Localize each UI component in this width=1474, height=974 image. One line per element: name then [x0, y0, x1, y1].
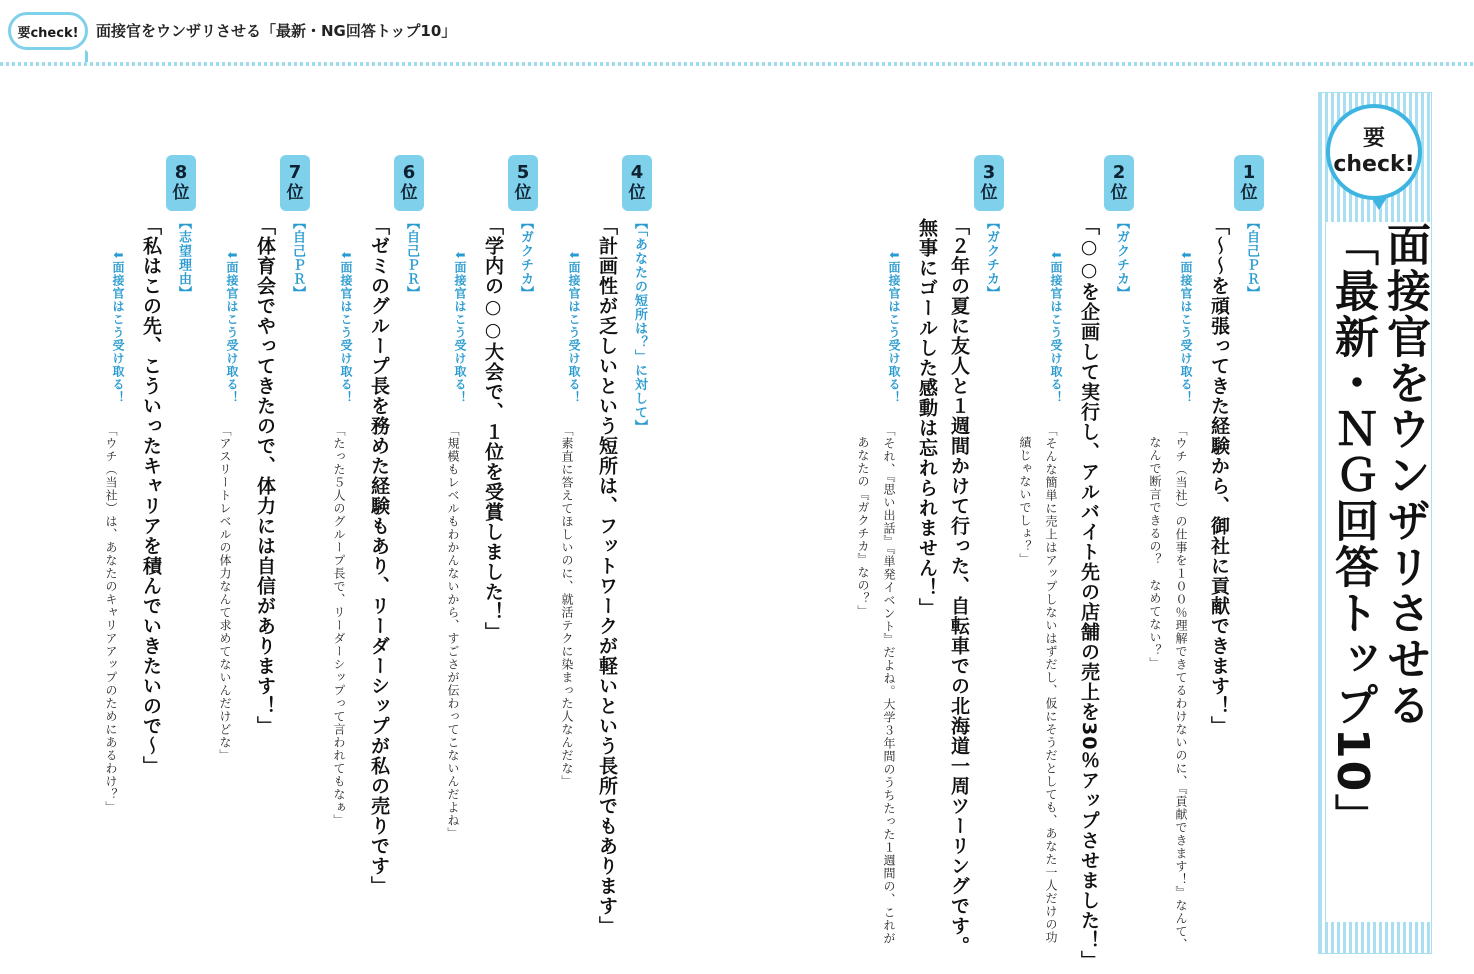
- rank-badge: [1234, 155, 1264, 211]
- rank-suffix: 位: [1110, 183, 1128, 203]
- rank-badge: [1104, 155, 1134, 211]
- interviewer-reaction-label: ⬇面接官はこう受け取る！: [453, 250, 467, 405]
- ng-answer-text: 「私はこの先、こういったキャリアを積んでいきたいので～」: [140, 216, 162, 776]
- answer-category: 【自己ＰＲ】: [404, 216, 419, 300]
- rank-badge: [280, 155, 310, 211]
- ng-answer-text: 「～～を頑張ってきた経験から、御社に貢献できます！」: [1208, 216, 1230, 736]
- rank-number: 1: [1242, 162, 1256, 183]
- rank-suffix: 位: [400, 183, 418, 203]
- answer-category: 【自己ＰＲ】: [1244, 216, 1259, 300]
- rank-badge: [974, 155, 1004, 211]
- rank-badge: [622, 155, 652, 211]
- rank-badge: [508, 155, 538, 211]
- interviewer-reaction-text: 「素直に答えてほしいのに、就活テクに染まった人なんだな」: [560, 424, 574, 788]
- rank-badge: [394, 155, 424, 211]
- interviewer-reaction-label: ⬇面接官はこう受け取る！: [887, 250, 901, 405]
- rank-suffix: 位: [172, 183, 190, 203]
- answer-category: 【ガクチカ】: [518, 216, 533, 300]
- interviewer-reaction-text: 「アスリートレベルの体力なんて求めてないんだけどな」: [218, 424, 232, 762]
- ng-answer-text: 無事にゴールした感動は忘れられません！」: [916, 218, 938, 618]
- panel-check-badge: [1326, 104, 1422, 200]
- ng-answer-text: 「ゼミのグループ長を務めた経験もあり、リーダーシップが私の売りです」: [368, 216, 390, 896]
- ng-answer-text: 「○○を企画して実行し、アルバイト先の店舗の売上を30％アップさせました！」: [1078, 216, 1100, 971]
- header-title: 面接官をウンザリさせる「最新・NG回答トップ10」: [96, 22, 457, 40]
- ng-answer-text: 「学内の○○大会で、１位を受賞しました！」: [482, 216, 504, 642]
- rank-number: 3: [982, 162, 996, 183]
- answer-category: 【志望理由】: [176, 216, 191, 300]
- rank-number: 4: [630, 162, 644, 183]
- rank-number: 7: [288, 162, 302, 183]
- answer-category: 【ガクチカ】: [984, 216, 999, 300]
- rank-number: 5: [516, 162, 530, 183]
- answer-category: 【ガクチカ】: [1114, 216, 1129, 300]
- header-divider: [0, 62, 1474, 66]
- rank-badge: [166, 155, 196, 211]
- rank-suffix: 位: [980, 183, 998, 203]
- interviewer-reaction-text: あなたの『ガクチカ』なの？」: [856, 436, 870, 618]
- interviewer-reaction-label: ⬇面接官はこう受け取る！: [225, 250, 239, 405]
- header-check-badge: [8, 12, 88, 50]
- rank-suffix: 位: [286, 183, 304, 203]
- speech-bubble-tail-icon: [1370, 196, 1388, 210]
- interviewer-reaction-text: 「ウチ（当社）は、あなたのキャリアアップのためにあるわけ？」: [104, 424, 118, 814]
- panel-badge-line2: check!: [1333, 152, 1415, 177]
- header-badge-text: 要check!: [17, 25, 79, 41]
- ng-answer-text: 「２年の夏に友人と１週間かけて行った、自転車での北海道一周ツーリングです。: [948, 216, 970, 956]
- panel-title-line2: 「最新・ＮＧ回答トップ10」: [1326, 222, 1378, 922]
- interviewer-reaction-text: なんで断言できるの？ なめてない？」: [1148, 436, 1162, 670]
- rank-suffix: 位: [628, 183, 646, 203]
- interviewer-reaction-label: ⬇面接官はこう受け取る！: [1049, 250, 1063, 405]
- interviewer-reaction-label: ⬇面接官はこう受け取る！: [567, 250, 581, 405]
- interviewer-reaction-text: 「規模もレベルもわかんないから、すごさが伝わってこないんだよね」: [446, 424, 460, 840]
- panel-badge-line1: 要: [1362, 126, 1385, 151]
- rank-number: 6: [402, 162, 416, 183]
- answer-category: 【「あなたの短所は？」に対して】: [632, 216, 647, 434]
- interviewer-reaction-text: 「たった５人のグループ長で、リーダーシップって言われてもなぁ」: [332, 424, 346, 827]
- interviewer-reaction-label: ⬇面接官はこう受け取る！: [111, 250, 125, 405]
- interviewer-reaction-text: 「ウチ（当社）の仕事を１００％理解できてるわけないのに、『貢献できます！』なんて、: [1174, 424, 1188, 951]
- interviewer-reaction-text: 「それ、『思い出話』『単発イベント』だよね。大学３年間のうちたった１週間の、これが: [882, 424, 896, 945]
- interviewer-reaction-text: 績じゃないでしょ？」: [1018, 436, 1032, 566]
- interviewer-reaction-label: ⬇面接官はこう受け取る！: [339, 250, 353, 405]
- ng-answer-text: 「計画性が乏しいという短所は、フットワークが軽いという長所でもあります」: [596, 216, 618, 936]
- rank-suffix: 位: [1240, 183, 1258, 203]
- rank-number: 8: [174, 162, 188, 183]
- panel-title-line1: 面接官をウンザリさせる: [1378, 222, 1430, 922]
- ng-answer-text: 「体育会でやってきたので、体力には自信があります！」: [254, 216, 276, 736]
- rank-suffix: 位: [514, 183, 532, 203]
- interviewer-reaction-text: 「そんな簡単に売上はアップしないはずだし、仮にそうだとしても、あなた一人だけの功: [1044, 424, 1058, 944]
- interviewer-reaction-label: ⬇面接官はこう受け取る！: [1179, 250, 1193, 405]
- rank-number: 2: [1112, 162, 1126, 183]
- answer-category: 【自己ＰＲ】: [290, 216, 305, 300]
